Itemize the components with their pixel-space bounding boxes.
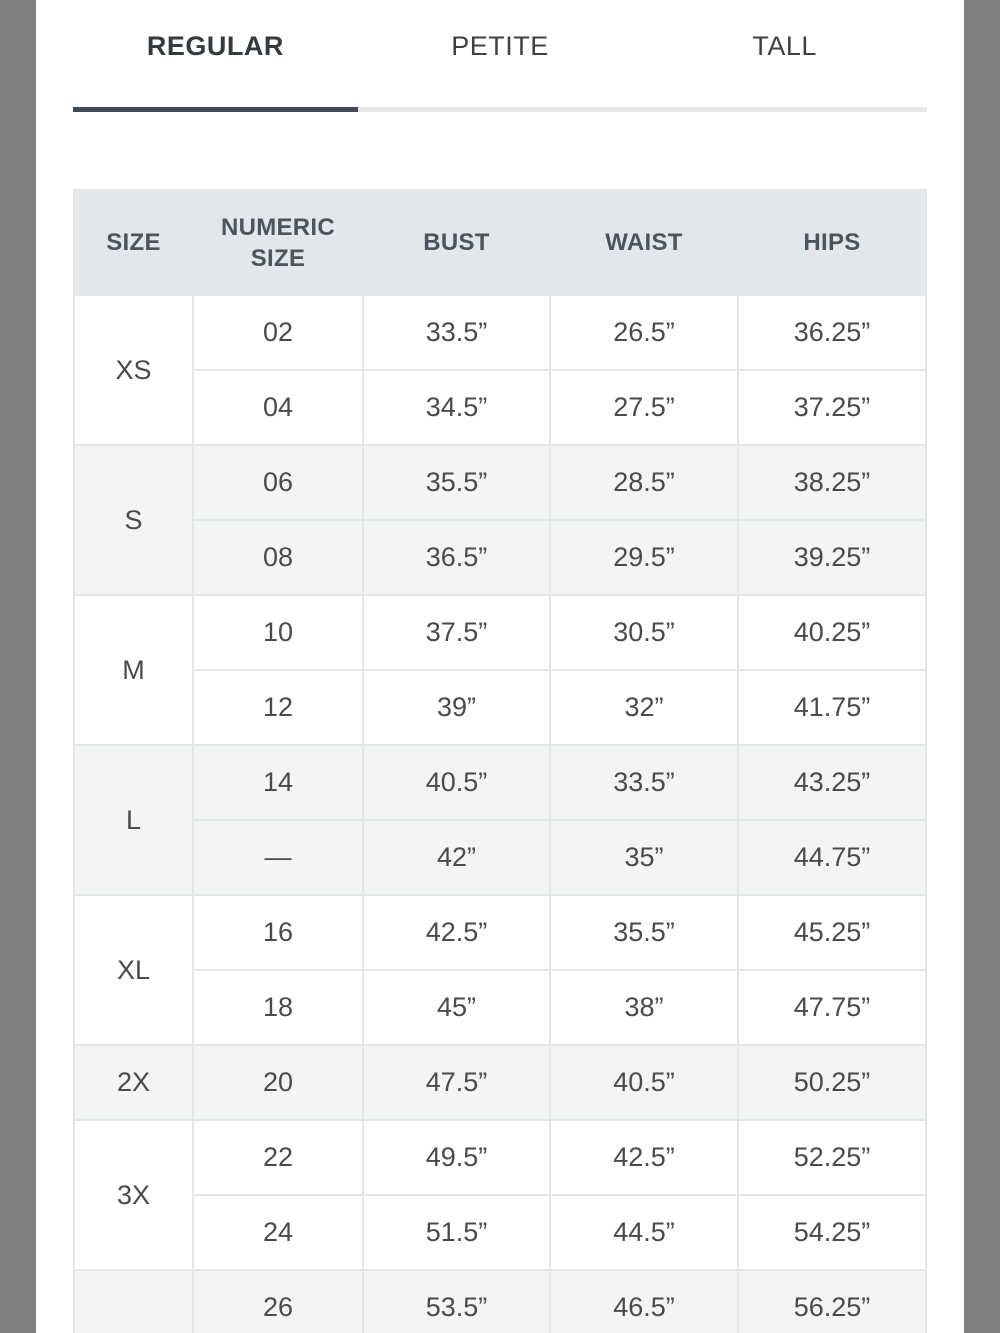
table-row: [74, 970, 926, 1045]
header-bust: BUST: [363, 190, 550, 295]
cell-hips: 44.75”: [738, 820, 926, 895]
table-row: [74, 1045, 926, 1120]
cell-numeric: —: [193, 820, 363, 895]
cell-numeric: 18: [193, 970, 363, 1045]
cell-hips: 50.25”: [738, 1045, 926, 1120]
cell-hips: 36.25”: [738, 295, 926, 370]
cell-size: XS: [74, 295, 193, 445]
cell-hips: 56.25”: [738, 1270, 926, 1333]
cell-bust: 45”: [363, 970, 550, 1045]
table-row: [74, 370, 926, 445]
table-header-row: [74, 190, 926, 295]
cell-bust: 51.5”: [363, 1195, 550, 1270]
cell-numeric: 24: [193, 1195, 363, 1270]
cell-waist: 27.5”: [550, 370, 738, 445]
cell-hips: 52.25”: [738, 1120, 926, 1195]
table-row: [74, 520, 926, 595]
cell-numeric: 20: [193, 1045, 363, 1120]
cell-waist: 35”: [550, 820, 738, 895]
table-row: [74, 295, 926, 370]
cell-waist: 42.5”: [550, 1120, 738, 1195]
cell-waist: 38”: [550, 970, 738, 1045]
table-row: [74, 595, 926, 670]
cell-bust: 49.5”: [363, 1120, 550, 1195]
cell-waist: 30.5”: [550, 595, 738, 670]
cell-bust: 40.5”: [363, 745, 550, 820]
cell-hips: 41.75”: [738, 670, 926, 745]
cell-bust: 42.5”: [363, 895, 550, 970]
table-row: [74, 1120, 926, 1195]
table-row: [74, 820, 926, 895]
header-size: SIZE: [74, 190, 193, 295]
cell-hips: 45.25”: [738, 895, 926, 970]
cell-numeric: 10: [193, 595, 363, 670]
tab-tall[interactable]: TALL: [752, 30, 817, 61]
header-numeric-line1: NUMERIC: [220, 213, 336, 241]
cell-bust: 34.5”: [363, 370, 550, 445]
size-chart-panel: [36, 0, 964, 1333]
table-row: [74, 670, 926, 745]
cell-numeric: 06: [193, 445, 363, 520]
cell-waist: 26.5”: [550, 295, 738, 370]
table-row: [74, 745, 926, 820]
header-numeric-line2: SIZE: [250, 244, 306, 272]
cell-bust: 36.5”: [363, 520, 550, 595]
cell-hips: 54.25”: [738, 1195, 926, 1270]
table-row: [74, 895, 926, 970]
cell-size: M: [74, 595, 193, 745]
cell-bust: 42”: [363, 820, 550, 895]
cell-bust: 47.5”: [363, 1045, 550, 1120]
cell-numeric: 14: [193, 745, 363, 820]
size-chart-table: [73, 189, 927, 1333]
header-hips: HIPS: [738, 190, 926, 295]
cell-waist: 33.5”: [550, 745, 738, 820]
cell-hips: 37.25”: [738, 370, 926, 445]
cell-bust: 37.5”: [363, 595, 550, 670]
cell-numeric: 16: [193, 895, 363, 970]
cell-numeric: 04: [193, 370, 363, 445]
cell-bust: 35.5”: [363, 445, 550, 520]
cell-hips: 43.25”: [738, 745, 926, 820]
cell-numeric: 12: [193, 670, 363, 745]
cell-hips: 39.25”: [738, 520, 926, 595]
cell-hips: 38.25”: [738, 445, 926, 520]
cell-size: XL: [74, 895, 193, 1045]
cell-hips: 40.25”: [738, 595, 926, 670]
cell-waist: 40.5”: [550, 1045, 738, 1120]
cell-numeric: 08: [193, 520, 363, 595]
table-row: [74, 1270, 926, 1333]
cell-size: 2X: [74, 1045, 193, 1120]
cell-size: L: [74, 745, 193, 895]
cell-numeric: 22: [193, 1120, 363, 1195]
cell-hips: 47.75”: [738, 970, 926, 1045]
cell-bust: 33.5”: [363, 295, 550, 370]
table-body: [74, 295, 926, 1333]
table-row: [74, 445, 926, 520]
cell-size: S: [74, 445, 193, 595]
cell-waist: 35.5”: [550, 895, 738, 970]
tab-petite[interactable]: PETITE: [451, 30, 549, 61]
cell-waist: 44.5”: [550, 1195, 738, 1270]
cell-bust: 39”: [363, 670, 550, 745]
cell-numeric: 02: [193, 295, 363, 370]
header-waist: WAIST: [550, 190, 738, 295]
cell-waist: 46.5”: [550, 1270, 738, 1333]
cell-numeric: 26: [193, 1270, 363, 1333]
table-row: [74, 1195, 926, 1270]
cell-size: [74, 1270, 193, 1333]
cell-bust: 53.5”: [363, 1270, 550, 1333]
fit-tabs: [73, 0, 927, 112]
cell-size: 3X: [74, 1120, 193, 1270]
header-numeric-size: [193, 190, 363, 295]
tab-regular[interactable]: REGULAR: [73, 0, 358, 112]
cell-waist: 32”: [550, 670, 738, 745]
cell-waist: 29.5”: [550, 520, 738, 595]
cell-waist: 28.5”: [550, 445, 738, 520]
